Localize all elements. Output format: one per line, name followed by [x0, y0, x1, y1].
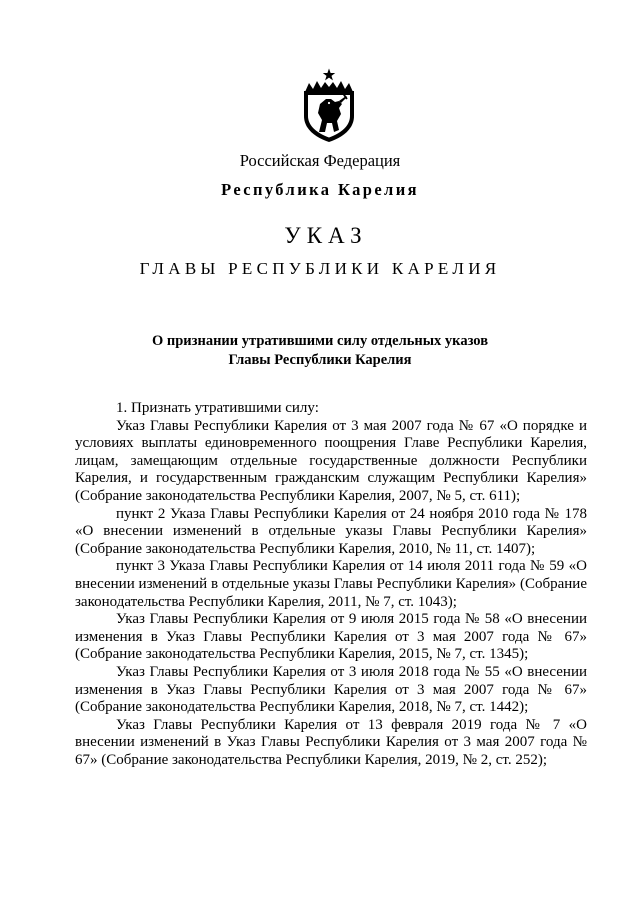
body-paragraph-4: пункт 3 Указа Главы Республики Карелия от 14 июля 2011 года № 59 «О внесении изменений в отдельные указы Главы Республики Карелия» (Собрание законодательства Республики Карелия, 2011, № 7, ст. 1043); [75, 558, 587, 610]
document-issuer: ГЛАВЫ РЕСПУБЛИКИ КАРЕЛИЯ [139, 259, 501, 278]
body-paragraph-3: пункт 2 Указа Главы Республики Карелия от 24 ноября 2010 года № 178 «О внесении изменений в отдельные указы Главы Республики Карелия» (Собрание законодательства Республики Карелия, 2010, № 11, ст. 1407); [75, 505, 587, 557]
body-paragraph-1: 1. Признать утратившими силу: [116, 400, 319, 416]
body-paragraph-6: Указ Главы Республики Карелия от 3 июля 2018 года № 55 «О внесении изменения в Указ Главы Республики Карелия от 3 мая 2007 года № 67» (Собрание законодательства Республики Карелия, 2018, № 7, ст. 1442); [75, 663, 587, 716]
country-name: Российская Федерация [239, 151, 401, 170]
document-type: УКАЗ [284, 223, 368, 248]
body-paragraph-2: Указ Главы Республики Карелия от 3 мая 2007 года № 67 «О порядке и условиях выплаты единовременного поощрения Главе Республики Карелия, лицам, замещающим отдельные государственные должности Республики Карелия, и государственным гражданским служащим Республики Карелия» (Собрание законодательства Республики Карелия, 2007, № 5, ст. 611); [75, 417, 587, 504]
region-name: Республика Карелия [221, 180, 419, 199]
document-title [120, 332, 520, 370]
body-paragraph-7: Указ Главы Республики Карелия от 13 февраля 2019 года № 7 «О внесении изменений в Указ Главы Республики Карелия от 3 мая 2007 года № 67» (Собрание законодательства Республики Карелия, 2019, № 2, ст. 252); [75, 716, 587, 768]
document-body [75, 400, 587, 769]
title-line-2: Главы Республики Карелия [228, 352, 412, 368]
body-paragraph-5: Указ Главы Республики Карелия от 9 июля 2015 года № 58 «О внесении изменения в Указ Главы Республики Карелия от 3 мая 2007 года № 67» (Собрание законодательства Республики Карелия, 2015, № 7, ст. 1345); [75, 611, 587, 663]
title-line-1: О признании утратившими силу отдельных указов [151, 333, 489, 349]
karelia-coat-of-arms-icon [297, 68, 361, 144]
